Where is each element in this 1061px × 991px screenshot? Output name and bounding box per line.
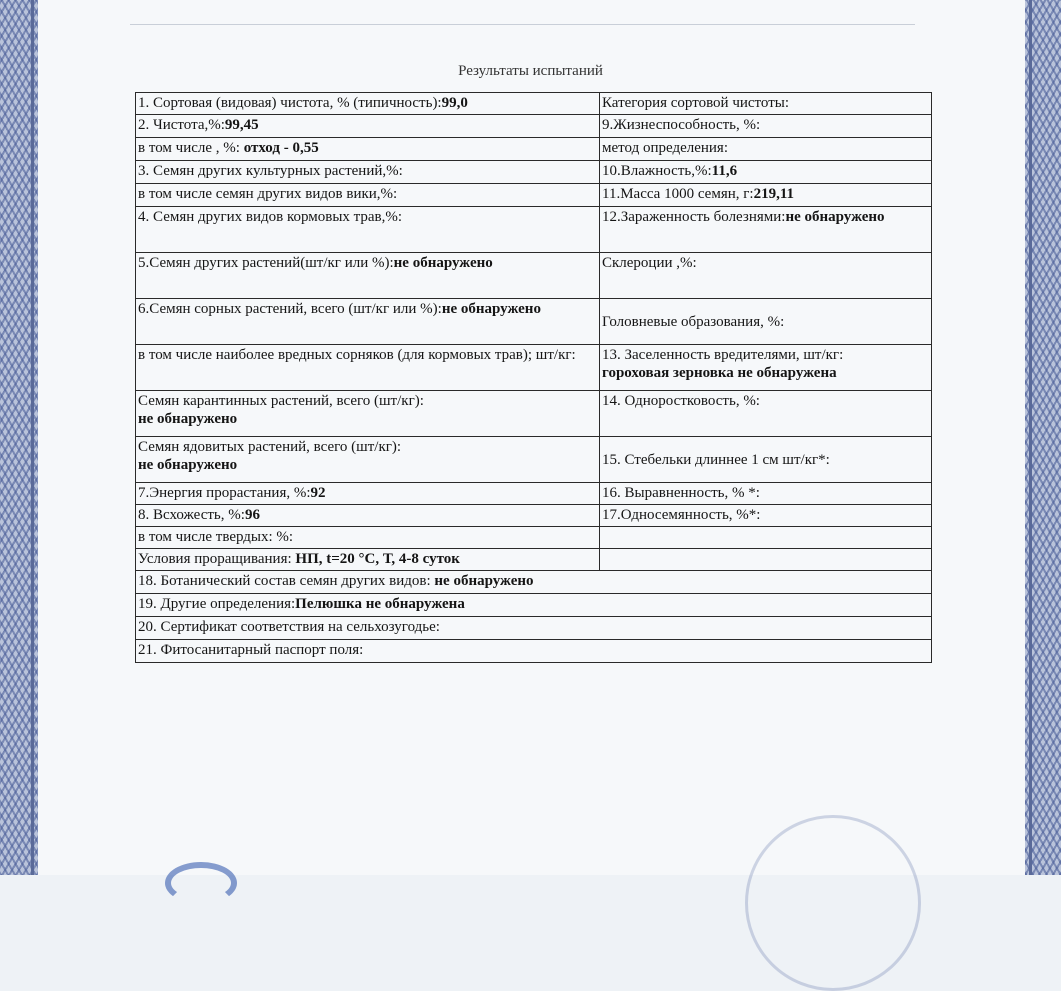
blue-stamp-fragment [165, 862, 237, 904]
cell-right [600, 527, 932, 549]
cell-left: в том числе наиболее вредных сорняков (для кормовых трав); шт/кг: [136, 345, 600, 391]
table-row-full [136, 571, 932, 594]
cell-right: 12.Зараженность болезнями:не обнаружено [600, 207, 932, 253]
cell-right: метод определения: [600, 138, 932, 161]
cell-left: 2. Чистота,%:99,45 [136, 115, 600, 138]
cell-right: Категория сортовой чистоты: [600, 93, 932, 115]
table-row [136, 299, 932, 345]
cell-full: 18. Ботанический состав семян других видов: не обнаружено [136, 571, 932, 594]
table-row [136, 115, 932, 138]
cell-left: в том числе твердых: %: [136, 527, 600, 549]
table-row [136, 138, 932, 161]
guilloche-border-right [1025, 0, 1061, 875]
table-row-full [136, 640, 932, 663]
cell-left: 8. Всхожесть, %:96 [136, 505, 600, 527]
cell-left: 3. Семян других культурных растений,%: [136, 161, 600, 184]
guilloche-border-left [0, 0, 38, 875]
table-row [136, 345, 932, 391]
table-row [136, 184, 932, 207]
table-row [136, 207, 932, 253]
table-row [136, 483, 932, 505]
table-row [136, 253, 932, 299]
cell-right [600, 549, 932, 571]
cell-right: 14. Одноростковость, %: [600, 391, 932, 437]
cell-full: 19. Другие определения:Пелюшка не обнаружена [136, 594, 932, 617]
section-title: Результаты испытаний [458, 63, 603, 79]
table-row [136, 527, 932, 549]
cell-left: Условия проращивания: НП, t=20 °C, Т, 4-8 суток [136, 549, 600, 571]
cell-left: 7.Энергия прорастания, %:92 [136, 483, 600, 505]
table-row-full [136, 617, 932, 640]
table-row [136, 161, 932, 184]
table-row [136, 549, 932, 571]
cell-right: Склероции ,%: [600, 253, 932, 299]
cell-left: в том числе семян других видов вики,%: [136, 184, 600, 207]
results-table [135, 92, 932, 663]
cell-right: 13. Заселенность вредителями, шт/кг: гороховая зерновка не обнаружена [600, 345, 932, 391]
table-row [136, 391, 932, 437]
top-rule [130, 24, 915, 25]
cell-right: 16. Выравненность, % *: [600, 483, 932, 505]
table-row [136, 93, 932, 115]
cell-left: 5.Семян других растений(шт/кг или %):не обнаружено [136, 253, 600, 299]
cell-right: 11.Масса 1000 семян, г:219,11 [600, 184, 932, 207]
cell-left: в том числе , %: отход - 0,55 [136, 138, 600, 161]
cell-left: 1. Сортовая (видовая) чистота, % (типичность):99,0 [136, 93, 600, 115]
cell-left: Семян ядовитых растений, всего (шт/кг): не обнаружено [136, 437, 600, 483]
cell-right: 15. Стебельки длиннее 1 см шт/кг*: [600, 437, 932, 483]
cell-right: Головневые образования, %: [600, 299, 932, 345]
cell-left: 6.Семян сорных растений, всего (шт/кг или %):не обнаружено [136, 299, 600, 345]
cell-right: 9.Жизнеспособность, %: [600, 115, 932, 138]
cell-right: 10.Влажность,%:11,6 [600, 161, 932, 184]
cell-left: 4. Семян других видов кормовых трав,%: [136, 207, 600, 253]
cell-full: 20. Сертификат соответствия на сельхозугодье: [136, 617, 932, 640]
table-row [136, 505, 932, 527]
seal-stamp [745, 815, 921, 991]
cell-left: Семян карантинных растений, всего (шт/кг): не обнаружено [136, 391, 600, 437]
cell-right: 17.Односемянность, %*: [600, 505, 932, 527]
table-row [136, 437, 932, 483]
cell-full: 21. Фитосанитарный паспорт поля: [136, 640, 932, 663]
table-row-full [136, 594, 932, 617]
